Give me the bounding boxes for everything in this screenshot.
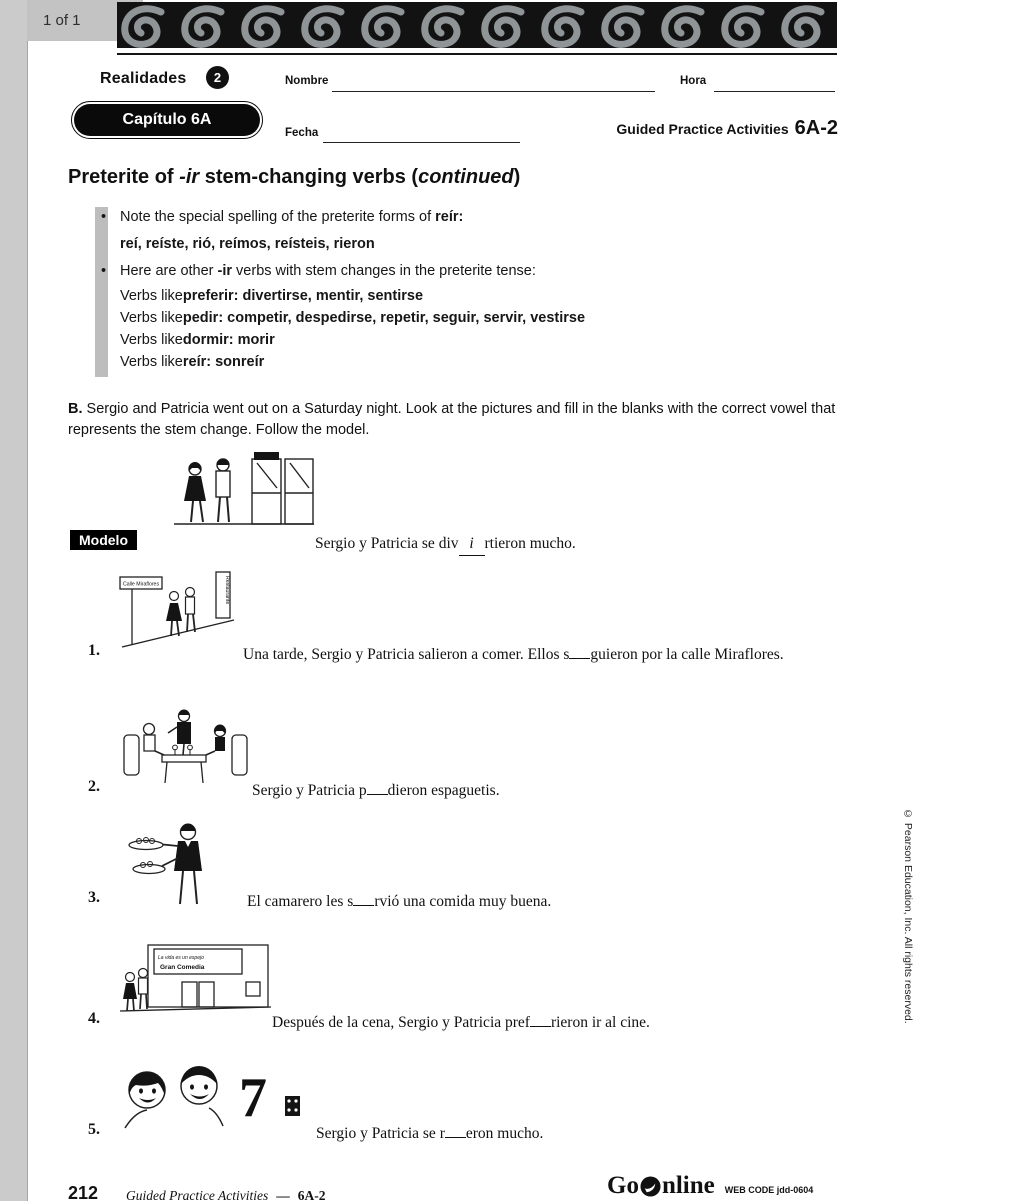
- hora-label: Hora: [680, 75, 707, 87]
- item-number: 5.: [88, 1121, 100, 1138]
- fecha-line: [323, 142, 520, 143]
- verbs-like-reir: Verbs like reír: sonreír: [120, 354, 265, 370]
- section-b-label: B.: [68, 401, 83, 417]
- item-1-illustration: [118, 570, 238, 650]
- item-number: 1.: [88, 642, 100, 659]
- go-online-logo: Go nline WEB CODE jdd-0604: [607, 1172, 814, 1199]
- item-number: 3.: [88, 889, 100, 906]
- fecha-label: Fecha: [285, 127, 319, 139]
- note-line: Here are other -ir verbs with stem changes in the preterite tense:: [120, 263, 536, 279]
- modelo-label: Modelo: [70, 530, 137, 550]
- note-bullet-2: [101, 258, 841, 285]
- chapter-label: Capítulo 6A: [122, 111, 212, 128]
- fill-blank: [445, 1137, 466, 1138]
- section-b-instructions: B. Sergio and Patricia went out on a Saturday night. Look at the pictures and fill in the blanks with the correct vowel that represents the stem change. Follow the model.: [68, 401, 836, 438]
- title-ir: -ir: [179, 166, 200, 188]
- item-2-illustration: [120, 705, 255, 787]
- globe-icon: [640, 1176, 661, 1197]
- restaurant-sign-text: Restaurante: [224, 576, 230, 605]
- verbs-like-pedir: Verbs like pedir: competir, despedirse, repetir, seguir, servir, vestirse: [120, 310, 586, 326]
- item-number: 4.: [88, 1010, 100, 1027]
- wave-pattern-icon: [117, 2, 837, 48]
- title-text-2: stem-changing verbs (: [199, 166, 419, 188]
- reir-preterite-forms: reí, reíste, rió, reímos, reísteis, rieron: [120, 236, 375, 252]
- item-number: 2.: [88, 778, 100, 795]
- viewer-background-strip: [0, 0, 28, 1201]
- item-2-sentence: Sergio y Patricia p dieron espaguetis.: [252, 782, 500, 799]
- activities-heading: [616, 117, 838, 140]
- item-5-illustration: [113, 1050, 308, 1130]
- brand-logo: [100, 70, 186, 88]
- footer-title: Guided Practice Activities — 6A-2: [126, 1188, 326, 1203]
- notes-block: [101, 204, 841, 373]
- bullet-icon: •: [101, 263, 107, 279]
- web-code: WEB CODE jdd-0604: [724, 1185, 814, 1195]
- fill-blank: [530, 1026, 551, 1027]
- activities-code: 6A-2: [794, 117, 838, 139]
- fill-blank: [353, 905, 374, 906]
- page-indicator-label: 1 of 1: [43, 12, 81, 29]
- title-text: Preterite of: [68, 166, 180, 188]
- title-text-3: ): [513, 166, 521, 188]
- decorative-wave-banner: [117, 2, 837, 48]
- marquee-line-2: Gran Comedia: [160, 964, 205, 971]
- street-sign-text: Calle Miraflores: [123, 581, 160, 588]
- item-5-sentence: Sergio y Patricia se r eron mucho.: [316, 1125, 544, 1142]
- chapter-pill: [74, 104, 260, 136]
- bullet-icon: •: [101, 209, 107, 225]
- item-3-sentence: El camarero les s rvió una comida muy buena.: [247, 893, 552, 910]
- big-number-seven: 7: [239, 1067, 267, 1129]
- activities-label: Guided Practice Activities: [616, 121, 789, 137]
- brand-name: Realidades: [100, 70, 187, 87]
- nombre-line: [332, 91, 655, 92]
- marquee-line-1: La vida es un espejo: [158, 955, 204, 961]
- modelo-answer-blank: i: [459, 532, 485, 556]
- banner-rule: [117, 53, 837, 55]
- item-1-sentence: Una tarde, Sergio y Patricia salieron a comer. Ellos s guieron por la calle Miraflores.: [243, 646, 784, 663]
- page-number: 212: [68, 1183, 99, 1203]
- footer-code: 6A-2: [297, 1188, 326, 1203]
- level-badge: 2: [206, 66, 229, 89]
- verbs-like-preferir: Verbs like preferir: divertirse, mentir, sentirse: [120, 288, 424, 304]
- modelo-sentence: Sergio y Patricia se div i rtieron mucho.: [315, 532, 895, 556]
- page-title: [68, 166, 520, 189]
- item-4-sentence: Después de la cena, Sergio y Patricia pref rieron ir al cine.: [272, 1014, 650, 1031]
- footer-separator: —: [276, 1188, 290, 1203]
- copyright-notice: © Pearson Education, Inc. All rights reserved.: [902, 808, 914, 1024]
- note-bullet-1: [101, 204, 841, 231]
- note-line: Note the special spelling of the preterite forms of reír:: [120, 209, 464, 225]
- hora-line: [714, 91, 835, 92]
- modelo-illustration: [168, 452, 316, 540]
- verbs-like-dormir: Verbs like dormir: morir: [120, 332, 275, 348]
- fill-blank: [367, 794, 388, 795]
- fill-blank: [569, 658, 590, 659]
- title-continued: continued: [418, 166, 514, 188]
- nombre-label: Nombre: [285, 75, 329, 87]
- item-3-illustration: [122, 818, 234, 908]
- item-4-illustration: [118, 935, 273, 1015]
